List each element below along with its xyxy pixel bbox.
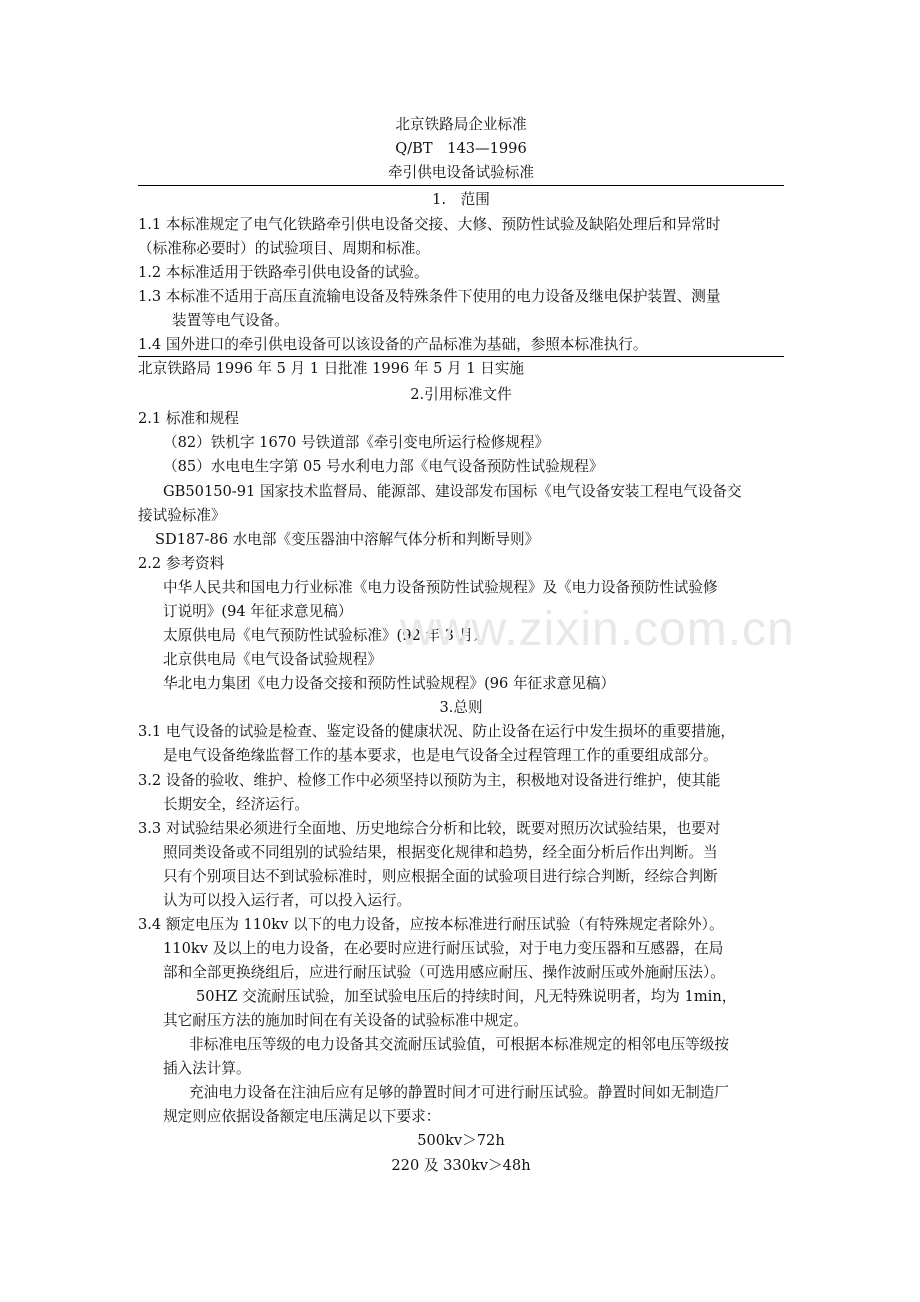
- header-rule: [138, 185, 784, 186]
- para-3-2: 3.2 设备的验收、维护、检修工作中必须坚持以预防为主，积极地对设备进行维护，使其能: [138, 772, 721, 789]
- reference-1: （82）铁机字 1670 号铁道部《牵引变电所运行检修规程》: [163, 434, 550, 451]
- para-2-1: 2.1 标准和规程: [138, 410, 239, 427]
- para-3-1-cont: 是电气设备绝缘监督工作的基本要求，也是电气设备全过程管理工作的重要组成部分。: [163, 747, 718, 764]
- section-1-rule: [138, 356, 784, 357]
- approval-line: 北京铁路局 1996 年 5 月 1 日批准 1996 年 5 月 1 日实施: [138, 360, 524, 377]
- section-1-heading: 1. 范围: [432, 191, 490, 208]
- header-org: 北京铁路局企业标准: [395, 116, 527, 133]
- section-3-heading: 3.总则: [439, 699, 483, 716]
- para-1-3: 1.3 本标准不适用于高压直流输电设备及特殊条件下使用的电力设备及继电保护装置、测量: [138, 288, 721, 305]
- document-1: 中华人民共和国电力行业标准《电力设备预防性试验规程》及《电力设备预防性试验修: [163, 579, 718, 596]
- document-2: 太原供电局《电气预防性试验标准》(92 年 3 月）: [163, 627, 488, 644]
- para-3-4-test-duration-cont: 其它耐压方法的施加时间在有关设备的试验标准中规定。: [163, 1012, 528, 1029]
- para-3-1: 3.1 电气设备的试验是检查、鉴定设备的健康状况、防止设备在运行中发生损坏的重要措施，: [138, 723, 736, 740]
- header-title: 牵引供电设备试验标准: [388, 164, 534, 181]
- para-3-4-oil-filled: 充油电力设备在注油后应有足够的静置时间才可进行耐压试验。静置时间如无制造厂: [189, 1084, 729, 1101]
- para-3-4-line2: 110kv 及以上的电力设备，在必要时应进行耐压试验，对于电力变压器和互感器，在局: [163, 940, 724, 957]
- para-1-3-cont: 装置等电气设备。: [172, 312, 289, 329]
- para-1-2: 1.2 本标准适用于铁路牵引供电设备的试验。: [138, 264, 429, 281]
- para-1-1: 1.1 本标准规定了电气化铁路牵引供电设备交接、大修、预防性试验及缺陷处理后和异常时: [138, 216, 721, 233]
- para-1-1-cont: （标准称必要时）的试验项目、周期和标准。: [138, 240, 430, 257]
- reference-3-cont: 接试验标准》: [138, 507, 226, 524]
- para-3-3-line3: 只有个别项目达不到试验标准时，则应根据全面的试验项目进行综合判断，经综合判断: [163, 868, 718, 885]
- para-3-3-line2: 照同类设备或不同组别的试验结果，根据变化规律和趋势，经全面分析后作出判断。当: [163, 844, 718, 861]
- requirement-500kv: 500kv＞72h: [417, 1132, 505, 1149]
- requirement-220-330kv: 220 及 330kv＞48h: [391, 1157, 531, 1174]
- para-3-4-nonstandard-cont: 插入法计算。: [163, 1060, 251, 1077]
- header-code: Q/BT 143—1996: [395, 140, 527, 157]
- section-2-heading: 2.引用标准文件: [410, 386, 512, 403]
- para-3-4-test-duration: 50HZ 交流耐压试验，加至试验电压后的持续时间，凡无特殊说明者，均为 1min，: [196, 988, 737, 1005]
- para-3-2-cont: 长期安全，经济运行。: [163, 796, 309, 813]
- para-2-2: 2.2 参考资料: [138, 555, 225, 572]
- para-3-3: 3.3 对试验结果必须进行全面地、历史地综合分析和比较，既要对照历次试验结果，也要对: [138, 820, 721, 837]
- para-3-4-line3: 部和全部更换绕组后，应进行耐压试验（可选用感应耐压、操作波耐压或外施耐压法）。: [163, 964, 725, 981]
- reference-4: SD187-86 水电部《变压器油中溶解气体分析和判断导则》: [155, 531, 540, 548]
- document-4: 华北电力集团《电力设备交接和预防性试验规程》(96 年征求意见稿）: [163, 675, 616, 692]
- para-1-4: 1.4 国外进口的牵引供电设备可以该设备的产品标准为基础，参照本标准执行。: [138, 336, 648, 353]
- para-3-4-nonstandard: 非标准电压等级的电力设备其交流耐压试验值，可根据本标准规定的相邻电压等级按: [189, 1036, 729, 1053]
- reference-3: GB50150-91 国家技术监督局、能源部、建设部发布国标《电气设备安装工程电气设备交: [163, 483, 742, 500]
- reference-2: （85）水电电生字第 05 号水利电力部《电气设备预防性试验规程》: [163, 458, 604, 475]
- document-3: 北京供电局《电气设备试验规程》: [163, 651, 382, 668]
- para-3-4: 3.4 额定电压为 110kv 以下的电力设备，应按本标准进行耐压试验（有特殊规定者除外）。: [138, 916, 724, 933]
- para-3-3-line4: 认为可以投入运行者，可以投入运行。: [163, 892, 412, 909]
- para-3-4-oil-filled-cont: 规定则应依据设备额定电压满足以下要求：: [163, 1108, 441, 1125]
- document-1-cont: 订说明》(94 年征求意见稿）: [163, 603, 353, 620]
- watermark-text: www.zixin.com.cn: [400, 603, 795, 656]
